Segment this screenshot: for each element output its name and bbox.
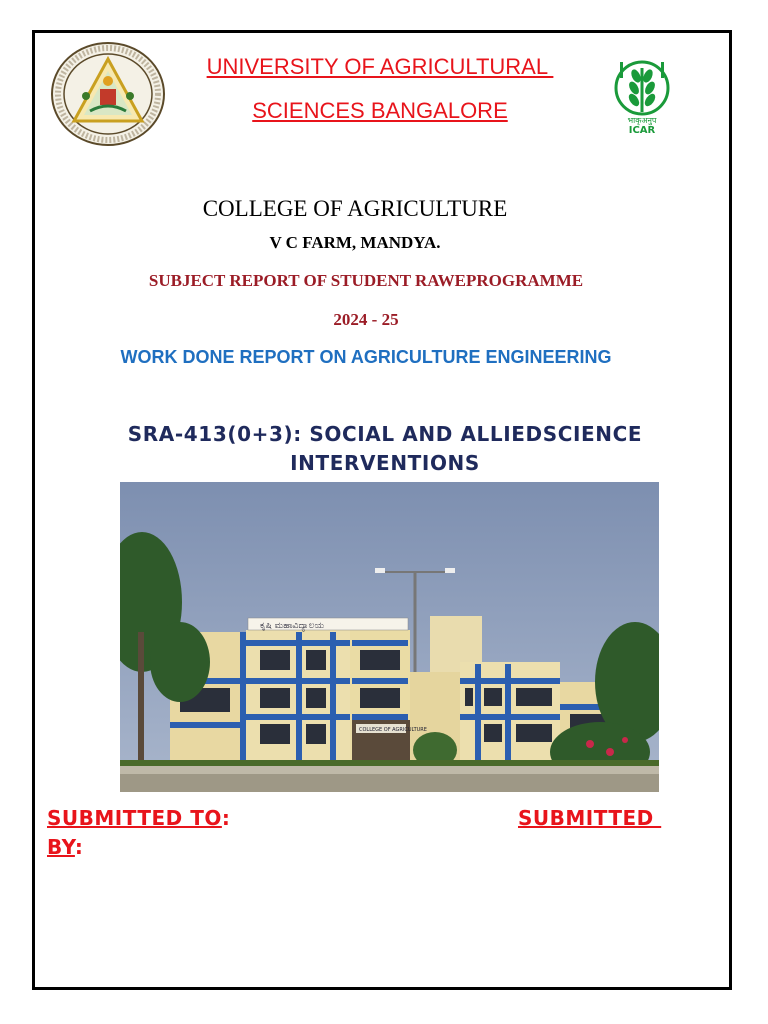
submitted-by-label-part1: SUBMITTED	[518, 806, 662, 830]
icar-logo	[612, 58, 672, 138]
icar-wheat-icon	[612, 58, 672, 120]
university-name-line1: UNIVERSITY OF AGRICULTURAL	[206, 54, 554, 79]
svg-text:COLLEGE OF AGRICULTURE: COLLEGE OF AGRICULTURE	[359, 727, 427, 733]
course-title	[60, 420, 710, 478]
college-building-photo	[120, 482, 659, 792]
icar-hindi-text: भाकृअनुप	[627, 116, 657, 125]
submitted-to-label: SUBMITTED TO:	[47, 806, 231, 830]
icar-text: ICAR	[628, 125, 656, 136]
university-name-line2: SCIENCES BANGALORE	[252, 98, 508, 123]
academic-year: 2024 - 25	[333, 310, 399, 329]
course-title-line2: INTERVENTIONS	[290, 451, 480, 475]
college-name: COLLEGE OF AGRICULTURE	[202, 196, 508, 221]
college-location: V C FARM, MANDYA.	[269, 233, 441, 252]
subject-report-title: SUBJECT REPORT OF STUDENT RAWEPROGRAMME	[148, 271, 584, 290]
svg-text:ಕೃಷಿ ಮಹಾವಿದ್ಯಾಲಯ: ಕೃಷಿ ಮಹಾವಿದ್ಯಾಲಯ	[260, 621, 325, 631]
course-title-line1: SRA-413(0+3): SOCIAL AND ALLIEDSCIENCE	[127, 422, 643, 446]
submitted-by-label-part2: BY:	[47, 835, 84, 859]
work-done-title: WORK DONE REPORT ON AGRICULTURE ENGINEERING	[120, 347, 612, 367]
